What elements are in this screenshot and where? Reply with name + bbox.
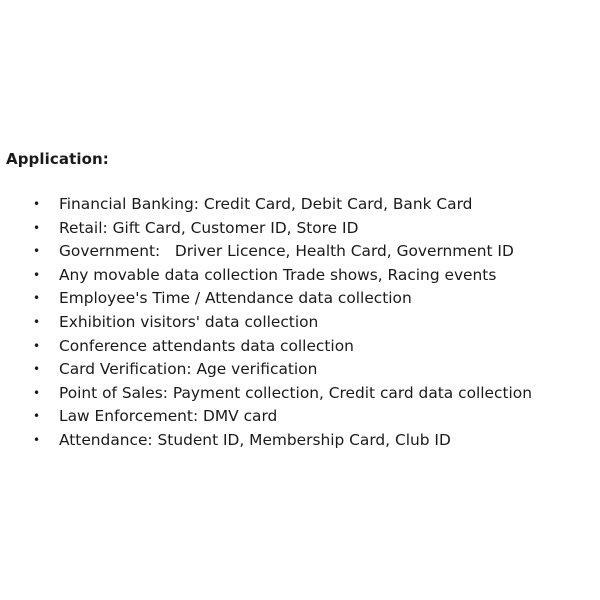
bullet-dot-icon: • bbox=[33, 220, 41, 235]
list-item bbox=[0, 335, 532, 359]
list-item-text: Retail: Gift Card, Customer ID, Store ID bbox=[59, 218, 359, 237]
list-item bbox=[0, 264, 532, 288]
list-item-text: Employee's Time / Attendance data collection bbox=[59, 289, 412, 308]
bullet-dot-icon: • bbox=[33, 362, 41, 377]
list-item-text: Financial Banking: Credit Card, Debit Card, Bank Card bbox=[59, 195, 473, 213]
list-item-text: Conference attendants data collection bbox=[59, 336, 354, 355]
list-item-text: Government: Driver Licence, Health Card, Government ID bbox=[59, 242, 514, 261]
bullet-dot-icon: • bbox=[33, 432, 41, 447]
section-heading: Application: bbox=[6, 150, 109, 168]
list-item bbox=[0, 311, 532, 335]
list-item-text: Any movable data collection Trade shows, Racing events bbox=[59, 265, 497, 284]
bullet-dot-icon: • bbox=[33, 244, 41, 259]
bullet-dot-icon: • bbox=[33, 409, 41, 424]
list-item bbox=[0, 405, 532, 429]
list-item bbox=[0, 217, 532, 241]
list-item bbox=[0, 287, 532, 311]
bullet-dot-icon: • bbox=[33, 314, 41, 329]
bullet-dot-icon: • bbox=[33, 338, 41, 353]
list-item-text: Attendance: Student ID, Membership Card, Club ID bbox=[59, 430, 451, 449]
list-item-text: Law Enforcement: DMV card bbox=[59, 407, 278, 426]
list-item bbox=[0, 240, 532, 264]
list-item bbox=[0, 358, 532, 382]
list-item bbox=[0, 429, 532, 453]
application-list bbox=[0, 193, 532, 453]
bullet-dot-icon: • bbox=[33, 385, 41, 400]
bullet-dot-icon: • bbox=[33, 267, 41, 282]
bullet-dot-icon: • bbox=[33, 291, 41, 306]
list-item-text: Exhibition visitors' data collection bbox=[59, 312, 319, 331]
list-item bbox=[0, 382, 532, 406]
list-item-text: Card Verification: Age verification bbox=[59, 360, 318, 379]
list-item bbox=[0, 193, 532, 217]
bullet-dot-icon: • bbox=[33, 197, 41, 211]
list-item-text: Point of Sales: Payment collection, Credit card data collection bbox=[59, 383, 532, 402]
